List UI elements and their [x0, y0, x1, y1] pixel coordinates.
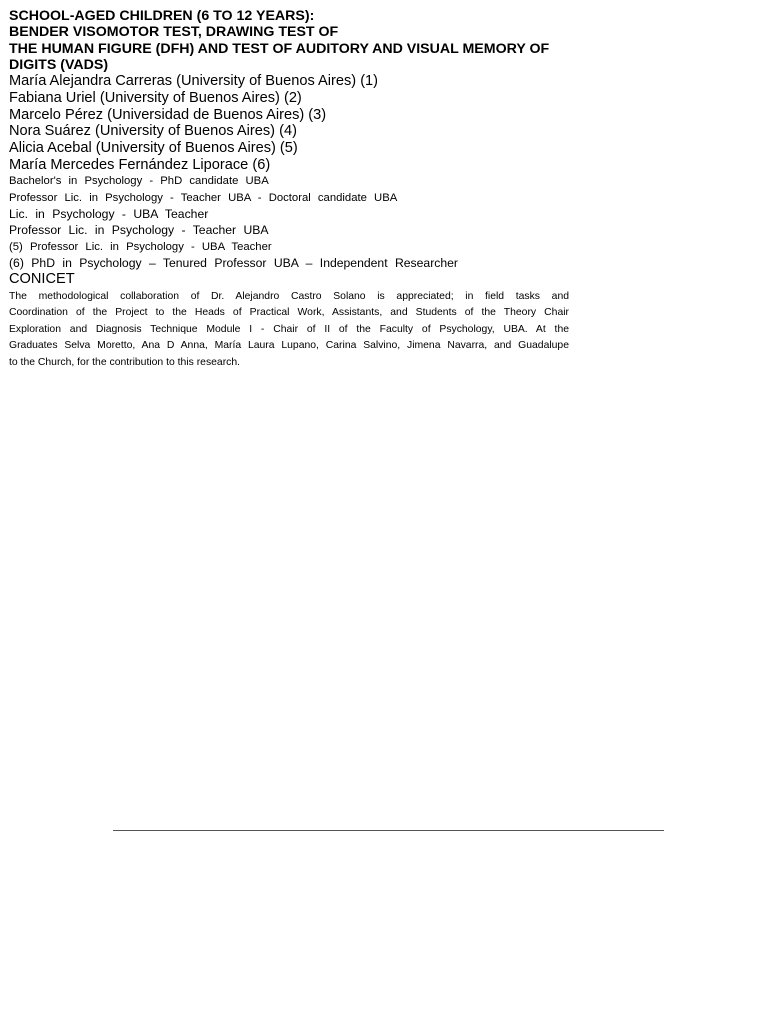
- acknowledgement-line: Graduates Selva Moretto, Ana D Anna, María Laura Lupano, Carina Salvino, Jimena Navarra, and Guadalupe: [9, 340, 569, 352]
- title-line: SCHOOL-AGED CHILDREN (6 TO 12 YEARS):: [9, 8, 315, 24]
- acknowledgement-line: Coordination of the Project to the Heads of Practical Work, Assistants, and Students of the Theory Chair: [9, 307, 569, 319]
- document-body: [9, 8, 569, 371]
- author-line: Alicia Acebal (University of Buenos Aires) (5): [9, 140, 298, 156]
- author-line: Fabiana Uriel (University of Buenos Aires) (2): [9, 89, 302, 106]
- author-line: Nora Suárez (University of Buenos Aires) (4): [9, 123, 297, 140]
- document-title: [9, 8, 569, 73]
- affiliation-line: Bachelor's in Psychology - PhD candidate UBA: [9, 175, 269, 188]
- affiliation-line: Professor Lic. in Psychology - Teacher UBA: [9, 223, 269, 238]
- affiliation-conicet: CONICET: [9, 271, 75, 288]
- affiliation-line: (5) Professor Lic. in Psychology - UBA Teacher: [9, 240, 272, 253]
- affiliation-list: [9, 173, 569, 287]
- author-list: [9, 73, 569, 173]
- title-line: THE HUMAN FIGURE (DFH) AND TEST OF AUDITORY AND VISUAL MEMORY OF: [9, 40, 550, 57]
- author-line: Marcelo Pérez (Universidad de Buenos Aires) (3): [9, 106, 327, 123]
- acknowledgement-paragraph: [9, 288, 569, 371]
- horizontal-rule: [113, 830, 664, 831]
- acknowledgement-line: to the Church, for the contribution to this research.: [9, 356, 241, 368]
- acknowledgement-line: Exploration and Diagnosis Technique Module I - Chair of II of the Faculty of Psychology, UBA. At the: [9, 323, 569, 335]
- author-line: María Alejandra Carreras (University of Buenos Aires) (1): [9, 73, 379, 90]
- affiliation-line: (6) PhD in Psychology – Tenured Professor UBA – Independent Researcher: [9, 255, 458, 270]
- affiliation-line: Lic. in Psychology - UBA Teacher: [9, 207, 209, 221]
- affiliation-line: Professor Lic. in Psychology - Teacher UBA - Doctoral candidate UBA: [9, 191, 398, 204]
- acknowledgement-line: The methodological collaboration of Dr. Alejandro Castro Solano is appreciated; in field tasks and: [9, 290, 569, 302]
- author-line: María Mercedes Fernández Liporace (6): [9, 156, 271, 173]
- title-line: DIGITS (VADS): [9, 56, 109, 73]
- title-line: BENDER VISOMOTOR TEST, DRAWING TEST OF: [9, 24, 339, 41]
